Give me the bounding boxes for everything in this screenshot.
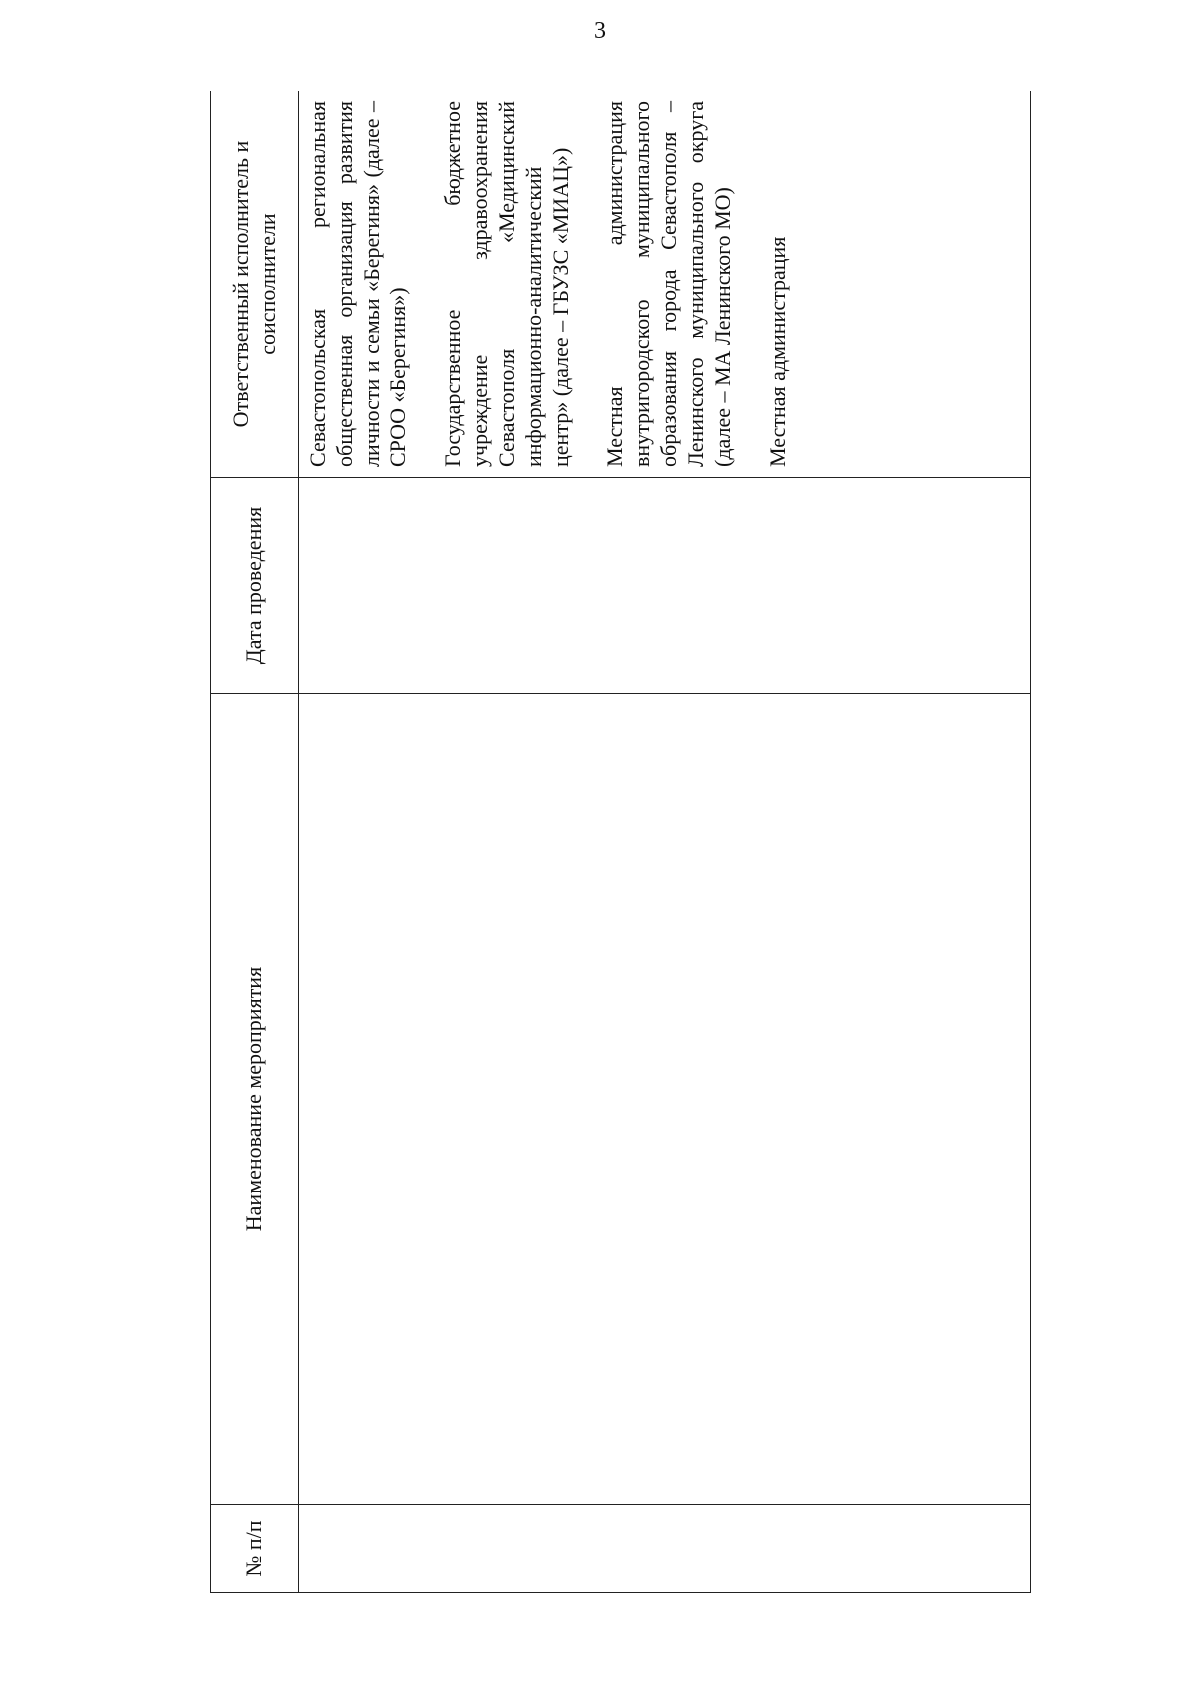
rotated-table-container — [210, 91, 1031, 1593]
cell-number — [299, 1505, 1031, 1593]
responsible-org: Местная администрация — [764, 236, 790, 467]
table-frame — [210, 91, 1031, 1593]
header-number: № п/п — [211, 1505, 299, 1593]
header-responsible: Ответственный исполнитель и соисполнители — [211, 91, 299, 478]
page-number: 3 — [594, 18, 606, 44]
responsible-org: Севастопольская региональная общественная организация развития личности и семьи «Берегиня» (далее – СРОО «Берегиня») — [305, 101, 411, 467]
responsible-org: Местная администрация внутригородского муниципального образования города Севастополя – Ленинского муниципального округа (далее – МА Ленинского МО) — [602, 101, 735, 467]
cell-date — [299, 478, 1031, 694]
header-date: Дата проведения — [211, 478, 299, 694]
responsible-org: Государственное бюджетное учреждение здравоохранения Севастополя «Медицинский информационно-аналитический центр» (далее – ГБУЗС «МИАЦ») — [440, 101, 573, 467]
header-event-name: Наименование мероприятия — [211, 694, 299, 1505]
cell-event-name — [299, 694, 1031, 1505]
table-header-row — [211, 91, 299, 1593]
cell-responsible — [299, 91, 1031, 478]
table-row — [299, 91, 1031, 1593]
events-plan-table — [210, 91, 1031, 1593]
